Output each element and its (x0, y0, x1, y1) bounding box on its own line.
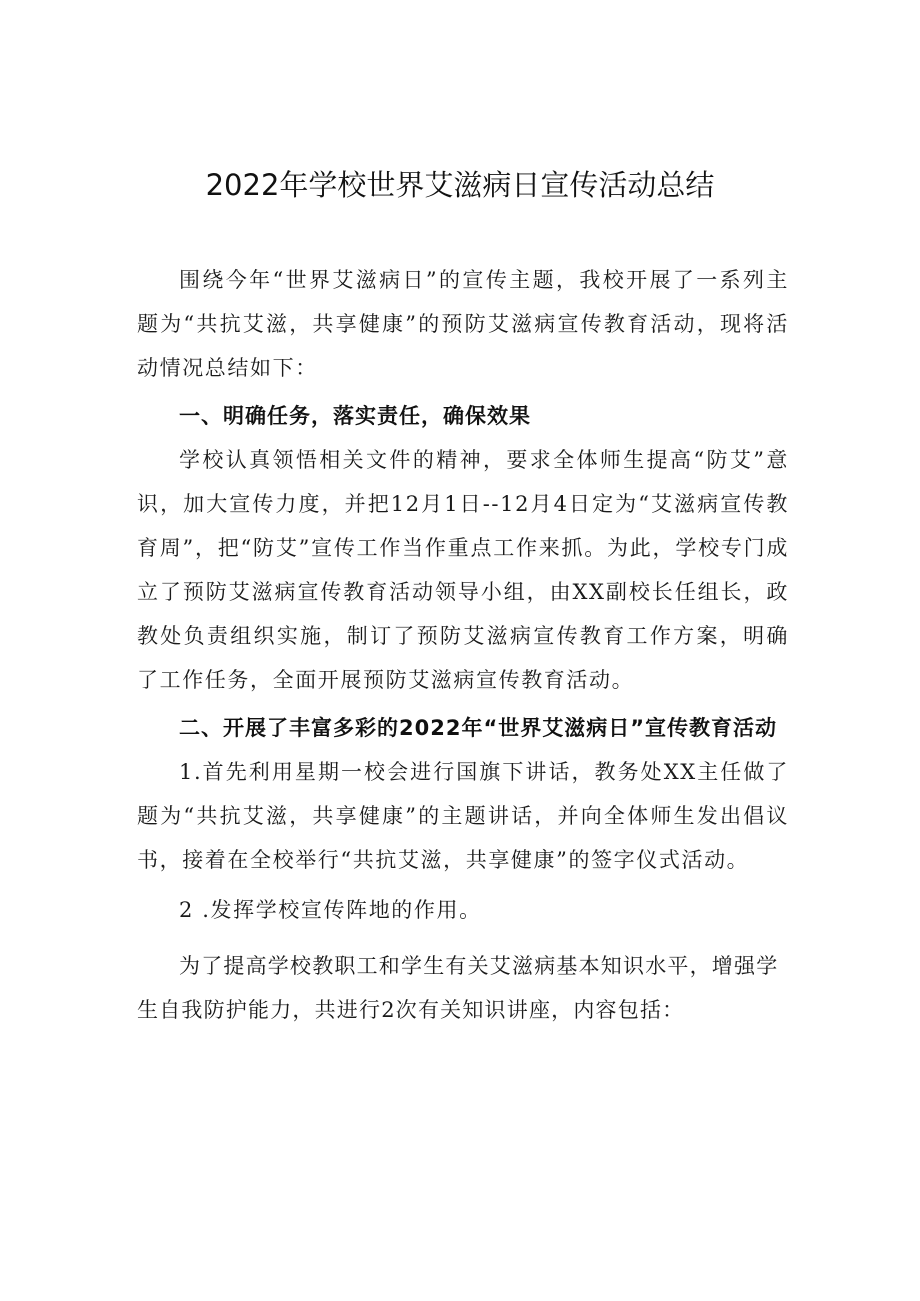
section-2-heading: 二、开展了丰富多彩的2022年“世界艾滋病日”宣传教育活动 (179, 716, 778, 740)
intro-paragraph: 围绕今年“世界艾滋病日”的宣传主题，我校开展了一系列主题为“共抗艾滋，共享健康”的预防艾滋病宣传教育活动，现将活动情况总结如下： (137, 268, 789, 380)
section-2-item-3: 为了提高学校教职工和学生有关艾滋病基本知识水平，增强学生自我防护能力，共进行2次有关知识讲座，内容包括： (137, 954, 779, 1022)
document-body (137, 258, 789, 1032)
section-1-heading: 一、明确任务，落实责任，确保效果 (179, 404, 531, 428)
section-2-item-1: 1.首先利用星期一校会进行国旗下讲话，教务处XX主任做了题为“共抗艾滋，共享健康”的主题讲话，并向全体师生发出倡议书，接着在全校举行“共抗艾滋，共享健康”的签字仪式活动。 (137, 760, 789, 872)
section-1-paragraph: 学校认真领悟相关文件的精神，要求全体师生提高“防艾”意识，加大宣传力度，并把12月1日--12月4日定为“艾滋病宣传教育周”，把“防艾”宣传工作当作重点工作来抓。为此，学校专门成立了预防艾滋病宣传教育活动领导小组，由XX副校长任组长，政教处负责组织实施，制订了预防艾滋病宣传教育工作方案，明确了工作任务，全面开展预防艾滋病宣传教育活动。 (137, 448, 789, 692)
section-2-item-2: 2 .发挥学校宣传阵地的作用。 (179, 898, 482, 922)
document-title: 2022年学校世界艾滋病日宣传活动总结 (205, 168, 715, 202)
